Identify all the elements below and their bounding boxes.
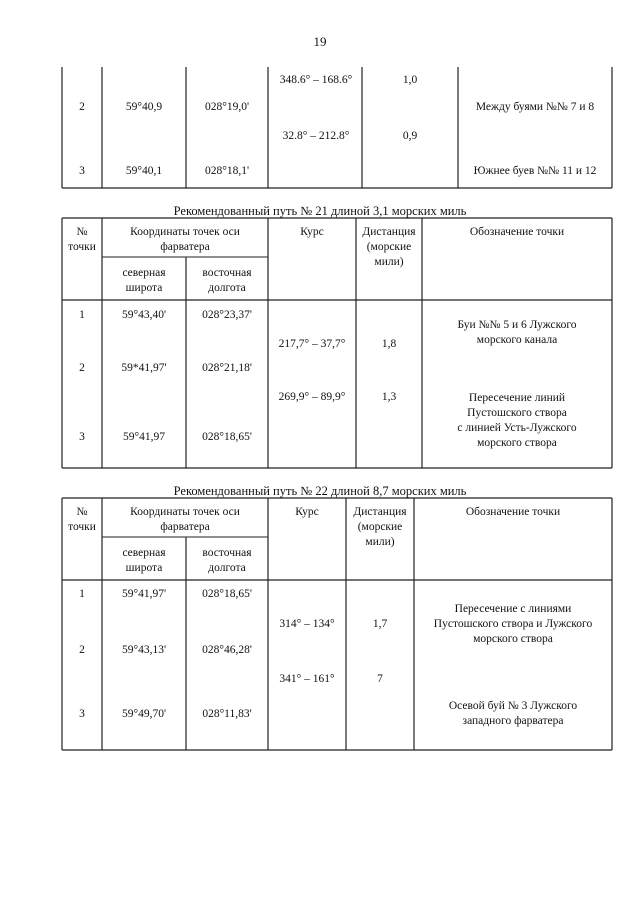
route21-note2-line2: Пустошского створа [467, 407, 567, 419]
route21-leg-distance: 1,3 [381, 391, 397, 403]
route21-row-num: 2 [79, 362, 85, 374]
route22-row-lat: 59°43,13' [121, 644, 167, 656]
table0-leg-distance: 1,0 [402, 74, 418, 86]
route22-row-lat: 59°41,97' [121, 588, 167, 600]
route22-caption: Рекомендованный путь № 22 длиной 8,7 морских миль [173, 484, 467, 498]
header-lat-line1: северная [122, 267, 166, 279]
route22-row-lat: 59°49,70' [121, 708, 167, 720]
header-distance-line3: мили) [374, 256, 404, 268]
route21-row-lat: 59°43,40' [121, 309, 167, 321]
header-coords-line2: фарватера [160, 241, 210, 253]
table0-row-lon: 028°18,1' [204, 165, 250, 177]
header-distance-line3: мили) [365, 536, 395, 548]
header-lon-line1: восточная [202, 267, 252, 279]
route22-row-lon: 028°11,83' [202, 708, 252, 720]
route21-row-lat: 59°41,97 [123, 431, 165, 443]
route21-note2-line1: Пересечение линий [468, 392, 566, 404]
header-num-line1: № [76, 226, 88, 238]
route21-note2-line3: с линией Усть-Лужского [457, 422, 577, 434]
header-course: Курс [300, 226, 324, 238]
table0-row-num: 2 [79, 101, 85, 113]
table0-leg-course: 348.6° – 168.6° [279, 74, 353, 86]
header-lat-line2: широта [125, 282, 163, 294]
header-lon-line2: долгота [208, 282, 246, 294]
route22-note1-line2: Пустошского створа и Лужского [433, 618, 593, 630]
table0-leg-distance: 0,9 [402, 130, 418, 142]
route21-row-num: 1 [79, 309, 85, 321]
route22-note1-line3: морского створа [473, 633, 553, 645]
table0-row-lat: 59°40,1 [125, 165, 163, 177]
route21-row-lon: 028°21,18' [202, 362, 252, 374]
route22-leg-course: 341° – 161° [279, 673, 335, 685]
header-lon-line2: долгота [208, 562, 246, 574]
header-designation: Обозначение точки [469, 226, 565, 238]
table0-note: Южнее буев №№ 11 и 12 [473, 165, 597, 177]
header-lat-line2: широта [125, 562, 163, 574]
header-num-line1: № [76, 506, 88, 518]
header-lat-line1: северная [122, 547, 166, 559]
route21-row-num: 3 [79, 431, 85, 443]
route22-row-num: 2 [79, 644, 85, 656]
route21-note1-line2: морского канала [476, 334, 558, 346]
header-coords-line1: Координаты точек оси [130, 226, 240, 238]
header-num-line2: точки [68, 521, 96, 533]
route21-leg-course: 269,9° – 89,9° [278, 391, 346, 403]
table0-row-num: 3 [79, 165, 85, 177]
route21-note2-line4: морского створа [477, 437, 557, 449]
table0-leg-course: 32.8° – 212.8° [282, 130, 350, 142]
header-lon-line1: восточная [202, 547, 252, 559]
route21-leg-distance: 1,8 [381, 338, 397, 350]
header-designation: Обозначение точки [465, 506, 561, 518]
route22-leg-distance: 1,7 [372, 618, 388, 630]
route22-leg-course: 314° – 134° [279, 618, 335, 630]
header-distance-line2: (морские [366, 241, 412, 253]
route21-row-lat: 59*41,97' [121, 362, 167, 374]
route21-row-lon: 028°18,65' [202, 431, 252, 443]
route21-row-lon: 028°23,37' [202, 309, 252, 321]
header-coords-line1: Координаты точек оси [130, 506, 240, 518]
route21-note1-line1: Буи №№ 5 и 6 Лужского [457, 319, 577, 331]
header-num-line2: точки [68, 241, 96, 253]
route21-leg-course: 217,7° – 37,7° [278, 338, 346, 350]
route21-caption: Рекомендованный путь № 21 длиной 3,1 морских миль [173, 204, 467, 218]
route22-note1-line1: Пересечение с линиями [454, 603, 572, 615]
header-coords-line2: фарватера [160, 521, 210, 533]
header-course: Курс [295, 506, 319, 518]
table0-row-lat: 59°40,9 [125, 101, 163, 113]
route22-note2-line1: Осевой буй № 3 Лужского [448, 700, 578, 712]
page-number: 19 [313, 34, 327, 49]
header-distance-line1: Дистанция [353, 506, 407, 518]
header-distance-line2: (морские [357, 521, 403, 533]
route22-note2-line2: западного фарватера [462, 715, 564, 727]
route22-leg-distance: 7 [377, 673, 383, 685]
route22-row-lon: 028°46,28' [202, 644, 252, 656]
header-distance-line1: Дистанция [362, 226, 416, 238]
table0-row-lon: 028°19,0' [204, 101, 250, 113]
table0-note: Между буями №№ 7 и 8 [475, 101, 595, 113]
route22-row-num: 1 [79, 588, 85, 600]
route22-row-num: 3 [79, 708, 85, 720]
route22-row-lon: 028°18,65' [202, 588, 252, 600]
